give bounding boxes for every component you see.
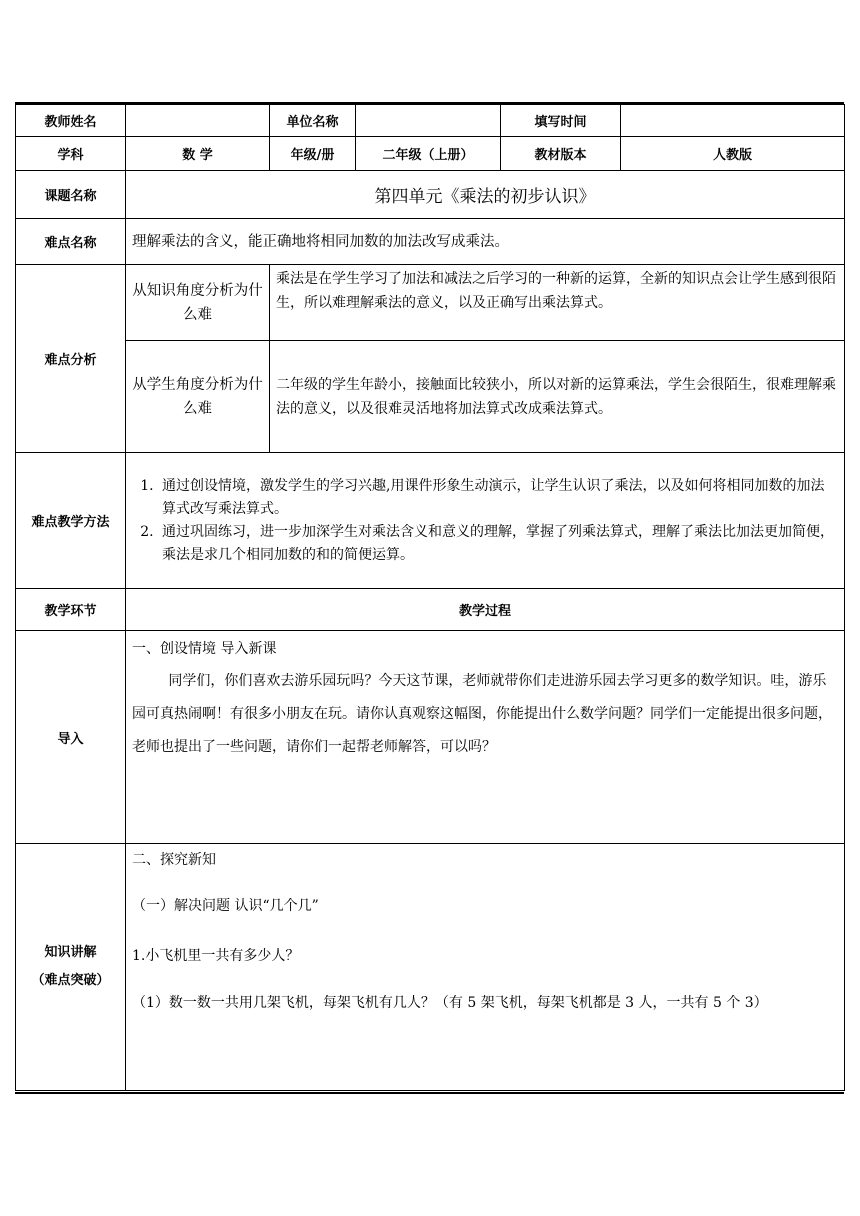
lesson-plan-table: [15, 104, 844, 1091]
row-process-header: [16, 589, 845, 631]
process-header: 教学过程: [126, 589, 845, 631]
row-analysis-student: [16, 341, 845, 453]
student-angle-label: 从学生角度分析为什么难: [126, 341, 270, 453]
difficulty-text: 理解乘法的含义，能正确地将相同加数的加法改写成乘法。: [126, 219, 845, 265]
row-methods: [16, 453, 845, 589]
method-item: 2. 通过巩固练习，进一步加深学生对乘法含义和意义的理解，掌握了列乘法算式，理解了乘法比加法更加简便，乘法是求几个相同加数的和的简便运算。: [158, 521, 838, 567]
row-knowledge: [16, 844, 845, 1091]
intro-cell: [126, 631, 845, 844]
knowledge-question-1-1: （1）数一数一共用几架飞机，每架飞机有几人？（有 5 架飞机，每架飞机都是 3 人，一共有 5 个 3）: [132, 995, 768, 1011]
grade-label: 年级/册: [270, 137, 356, 171]
subject-value: 数 学: [126, 137, 270, 171]
knowledge-label: 知识讲解: [44, 945, 97, 960]
row-intro: [16, 631, 845, 844]
knowledge-heading: 二、探究新知: [132, 852, 216, 868]
teacher-name-label: 教师姓名: [16, 105, 126, 137]
row-subject: [16, 137, 845, 171]
textbook-value: 人教版: [621, 137, 845, 171]
topic-title: 第四单元《乘法的初步认识》: [126, 171, 845, 219]
methods-cell: [126, 453, 845, 589]
knowledge-label-cell: [16, 844, 126, 1091]
row-analysis-knowledge: [16, 265, 845, 341]
row-teacher: [16, 105, 845, 137]
knowledge-angle-text: 乘法是在学生学习了加法和减法之后学习的一种新的运算，全新的知识点会让学生感到很陌生，所以难理解乘法的意义，以及正确写出乘法算式。: [270, 265, 845, 341]
grade-value: 二年级（上册）: [356, 137, 501, 171]
unit-name-label: 单位名称: [270, 105, 356, 137]
knowledge-angle-label: 从知识角度分析为什么难: [126, 265, 270, 341]
knowledge-question-1: 1.小飞机里一共有多少人？: [132, 948, 300, 964]
knowledge-sub1: （一）解决问题 认识“几个几”: [132, 898, 319, 914]
analysis-label: 难点分析: [16, 265, 126, 453]
topic-label: 课题名称: [16, 171, 126, 219]
knowledge-cell: [126, 844, 845, 1091]
table-bottom-rule: [15, 1092, 844, 1094]
fill-time-value: [621, 105, 845, 137]
textbook-label: 教材版本: [501, 137, 621, 171]
difficulty-label: 难点名称: [16, 219, 126, 265]
intro-paragraph: 同学们，你们喜欢去游乐园玩吗？今天这节课，老师就带你们走进游乐园去学习更多的数学知识。哇，游乐园可真热闹啊！有很多小朋友在玩。请你认真观察这幅图，你能提出什么数学问题？同学们一定能提出很多问题，老师也提出了一些问题，请你们一起帮老师解答，可以吗？: [132, 673, 832, 755]
unit-name-value: [356, 105, 501, 137]
subject-label: 学科: [16, 137, 126, 171]
row-difficulty: [16, 219, 845, 265]
methods-label: 难点教学方法: [16, 453, 126, 589]
student-angle-text: 二年级的学生年龄小，接触面比较狭小，所以对新的运算乘法，学生会很陌生，很难理解乘法的意义，以及很难灵活地将加法算式改成乘法算式。: [270, 341, 845, 453]
intro-heading: 一、创设情境 导入新课: [132, 641, 277, 657]
knowledge-label-sub: （难点突破）: [31, 973, 110, 988]
method-item: 1. 通过创设情境，激发学生的学习兴趣,用课件形象生动演示，让学生认识了乘法，以及如何将相同加数的加法算式改写乘法算式。: [158, 475, 838, 521]
stage-header: 教学环节: [16, 589, 126, 631]
row-topic: [16, 171, 845, 219]
teacher-name-value: [126, 105, 270, 137]
fill-time-label: 填写时间: [501, 105, 621, 137]
intro-label: 导入: [16, 631, 126, 844]
methods-list: [132, 475, 838, 567]
